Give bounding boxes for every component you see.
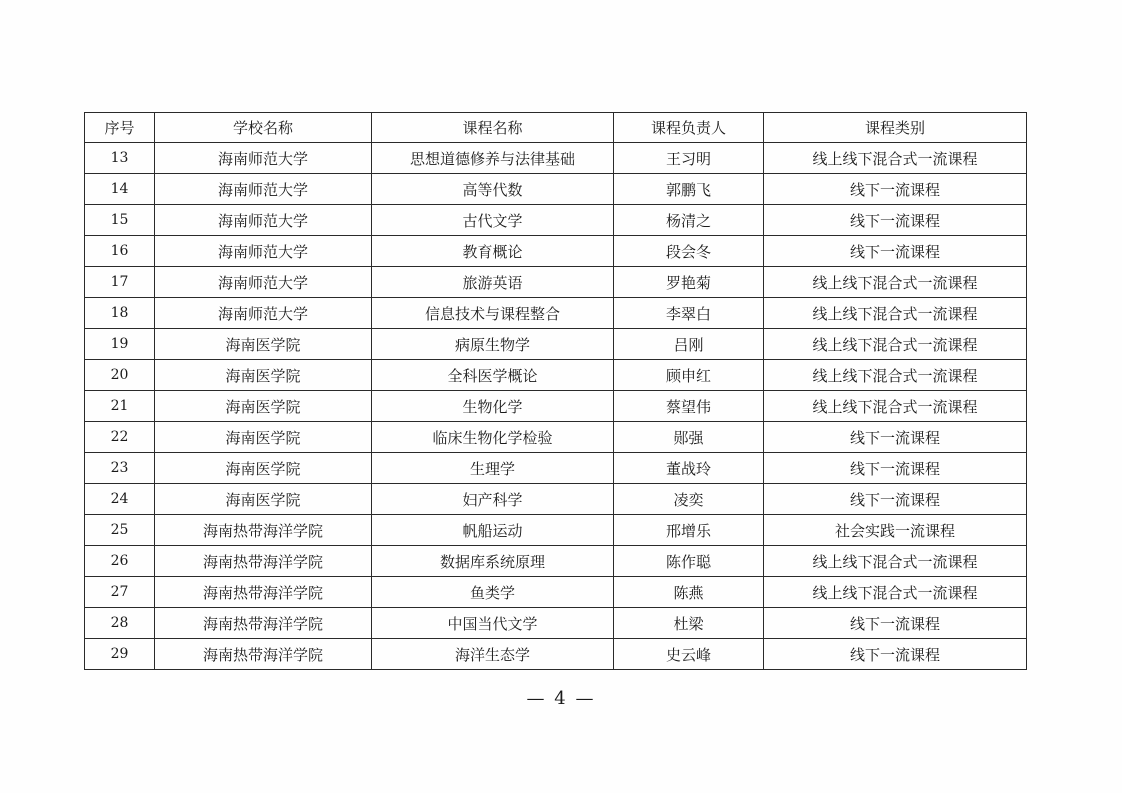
cell-seq: 29 <box>85 639 155 670</box>
table-row <box>85 267 1027 298</box>
cell-lead: 董战玲 <box>614 453 764 484</box>
table-row <box>85 391 1027 422</box>
cell-category: 线上线下混合式一流课程 <box>764 143 1027 174</box>
cell-seq: 27 <box>85 577 155 608</box>
cell-school: 海南医学院 <box>155 329 372 360</box>
header-school: 学校名称 <box>155 113 372 143</box>
cell-course: 信息技术与课程整合 <box>372 298 614 329</box>
cell-school: 海南医学院 <box>155 391 372 422</box>
cell-lead: 陈燕 <box>614 577 764 608</box>
cell-course: 教育概论 <box>372 236 614 267</box>
page-number: — 4 — <box>526 688 596 709</box>
cell-school: 海南医学院 <box>155 484 372 515</box>
cell-course: 帆船运动 <box>372 515 614 546</box>
cell-course: 思想道德修养与法律基础 <box>372 143 614 174</box>
cell-school: 海南师范大学 <box>155 174 372 205</box>
cell-lead: 杨清之 <box>614 205 764 236</box>
cell-course: 鱼类学 <box>372 577 614 608</box>
cell-school: 海南热带海洋学院 <box>155 608 372 639</box>
table-body <box>85 143 1027 670</box>
cell-school: 海南师范大学 <box>155 267 372 298</box>
cell-seq: 19 <box>85 329 155 360</box>
table-row <box>85 515 1027 546</box>
cell-lead: 顾申红 <box>614 360 764 391</box>
cell-course: 全科医学概论 <box>372 360 614 391</box>
cell-seq: 28 <box>85 608 155 639</box>
cell-lead: 郭鹏飞 <box>614 174 764 205</box>
cell-school: 海南师范大学 <box>155 298 372 329</box>
table-row <box>85 422 1027 453</box>
cell-lead: 凌奕 <box>614 484 764 515</box>
cell-course: 海洋生态学 <box>372 639 614 670</box>
cell-category: 线上线下混合式一流课程 <box>764 391 1027 422</box>
cell-seq: 15 <box>85 205 155 236</box>
table-header-row <box>85 113 1027 143</box>
cell-course: 数据库系统原理 <box>372 546 614 577</box>
cell-lead: 杜梁 <box>614 608 764 639</box>
cell-lead: 邢增乐 <box>614 515 764 546</box>
cell-seq: 13 <box>85 143 155 174</box>
cell-course: 临床生物化学检验 <box>372 422 614 453</box>
cell-lead: 李翠白 <box>614 298 764 329</box>
cell-category: 线下一流课程 <box>764 484 1027 515</box>
cell-school: 海南师范大学 <box>155 205 372 236</box>
cell-lead: 史云峰 <box>614 639 764 670</box>
table-row <box>85 546 1027 577</box>
cell-seq: 22 <box>85 422 155 453</box>
cell-lead: 段会冬 <box>614 236 764 267</box>
cell-seq: 17 <box>85 267 155 298</box>
cell-category: 线上线下混合式一流课程 <box>764 546 1027 577</box>
table-row <box>85 484 1027 515</box>
table-row <box>85 329 1027 360</box>
cell-category: 线上线下混合式一流课程 <box>764 577 1027 608</box>
cell-seq: 21 <box>85 391 155 422</box>
cell-category: 线下一流课程 <box>764 608 1027 639</box>
cell-seq: 20 <box>85 360 155 391</box>
cell-seq: 23 <box>85 453 155 484</box>
cell-school: 海南热带海洋学院 <box>155 639 372 670</box>
cell-category: 线下一流课程 <box>764 453 1027 484</box>
header-course: 课程名称 <box>372 113 614 143</box>
cell-course: 病原生物学 <box>372 329 614 360</box>
table-row <box>85 453 1027 484</box>
cell-category: 线下一流课程 <box>764 174 1027 205</box>
cell-category: 线下一流课程 <box>764 422 1027 453</box>
cell-category: 线下一流课程 <box>764 639 1027 670</box>
table-row <box>85 360 1027 391</box>
cell-category: 线上线下混合式一流课程 <box>764 360 1027 391</box>
cell-category: 线上线下混合式一流课程 <box>764 329 1027 360</box>
cell-course: 高等代数 <box>372 174 614 205</box>
table-row <box>85 174 1027 205</box>
cell-course: 生理学 <box>372 453 614 484</box>
cell-seq: 26 <box>85 546 155 577</box>
cell-category: 线下一流课程 <box>764 205 1027 236</box>
cell-category: 线下一流课程 <box>764 236 1027 267</box>
cell-lead: 陈作聪 <box>614 546 764 577</box>
cell-school: 海南师范大学 <box>155 236 372 267</box>
cell-lead: 蔡望伟 <box>614 391 764 422</box>
cell-category: 社会实践一流课程 <box>764 515 1027 546</box>
cell-seq: 25 <box>85 515 155 546</box>
cell-seq: 16 <box>85 236 155 267</box>
table-row <box>85 577 1027 608</box>
cell-school: 海南医学院 <box>155 453 372 484</box>
cell-course: 妇产科学 <box>372 484 614 515</box>
cell-course: 中国当代文学 <box>372 608 614 639</box>
course-table <box>84 112 1027 670</box>
cell-lead: 王习明 <box>614 143 764 174</box>
cell-lead: 郧强 <box>614 422 764 453</box>
cell-category: 线上线下混合式一流课程 <box>764 298 1027 329</box>
table-row <box>85 608 1027 639</box>
cell-lead: 罗艳菊 <box>614 267 764 298</box>
cell-school: 海南师范大学 <box>155 143 372 174</box>
cell-course: 古代文学 <box>372 205 614 236</box>
cell-school: 海南热带海洋学院 <box>155 577 372 608</box>
cell-school: 海南热带海洋学院 <box>155 515 372 546</box>
table-row <box>85 639 1027 670</box>
cell-course: 生物化学 <box>372 391 614 422</box>
cell-school: 海南医学院 <box>155 360 372 391</box>
cell-category: 线上线下混合式一流课程 <box>764 267 1027 298</box>
table-row <box>85 236 1027 267</box>
cell-seq: 18 <box>85 298 155 329</box>
table-row <box>85 143 1027 174</box>
cell-school: 海南热带海洋学院 <box>155 546 372 577</box>
cell-seq: 24 <box>85 484 155 515</box>
table-row <box>85 205 1027 236</box>
cell-seq: 14 <box>85 174 155 205</box>
header-seq: 序号 <box>85 113 155 143</box>
cell-course: 旅游英语 <box>372 267 614 298</box>
cell-lead: 吕刚 <box>614 329 764 360</box>
header-lead: 课程负责人 <box>614 113 764 143</box>
table-row <box>85 298 1027 329</box>
header-category: 课程类别 <box>764 113 1027 143</box>
cell-school: 海南医学院 <box>155 422 372 453</box>
